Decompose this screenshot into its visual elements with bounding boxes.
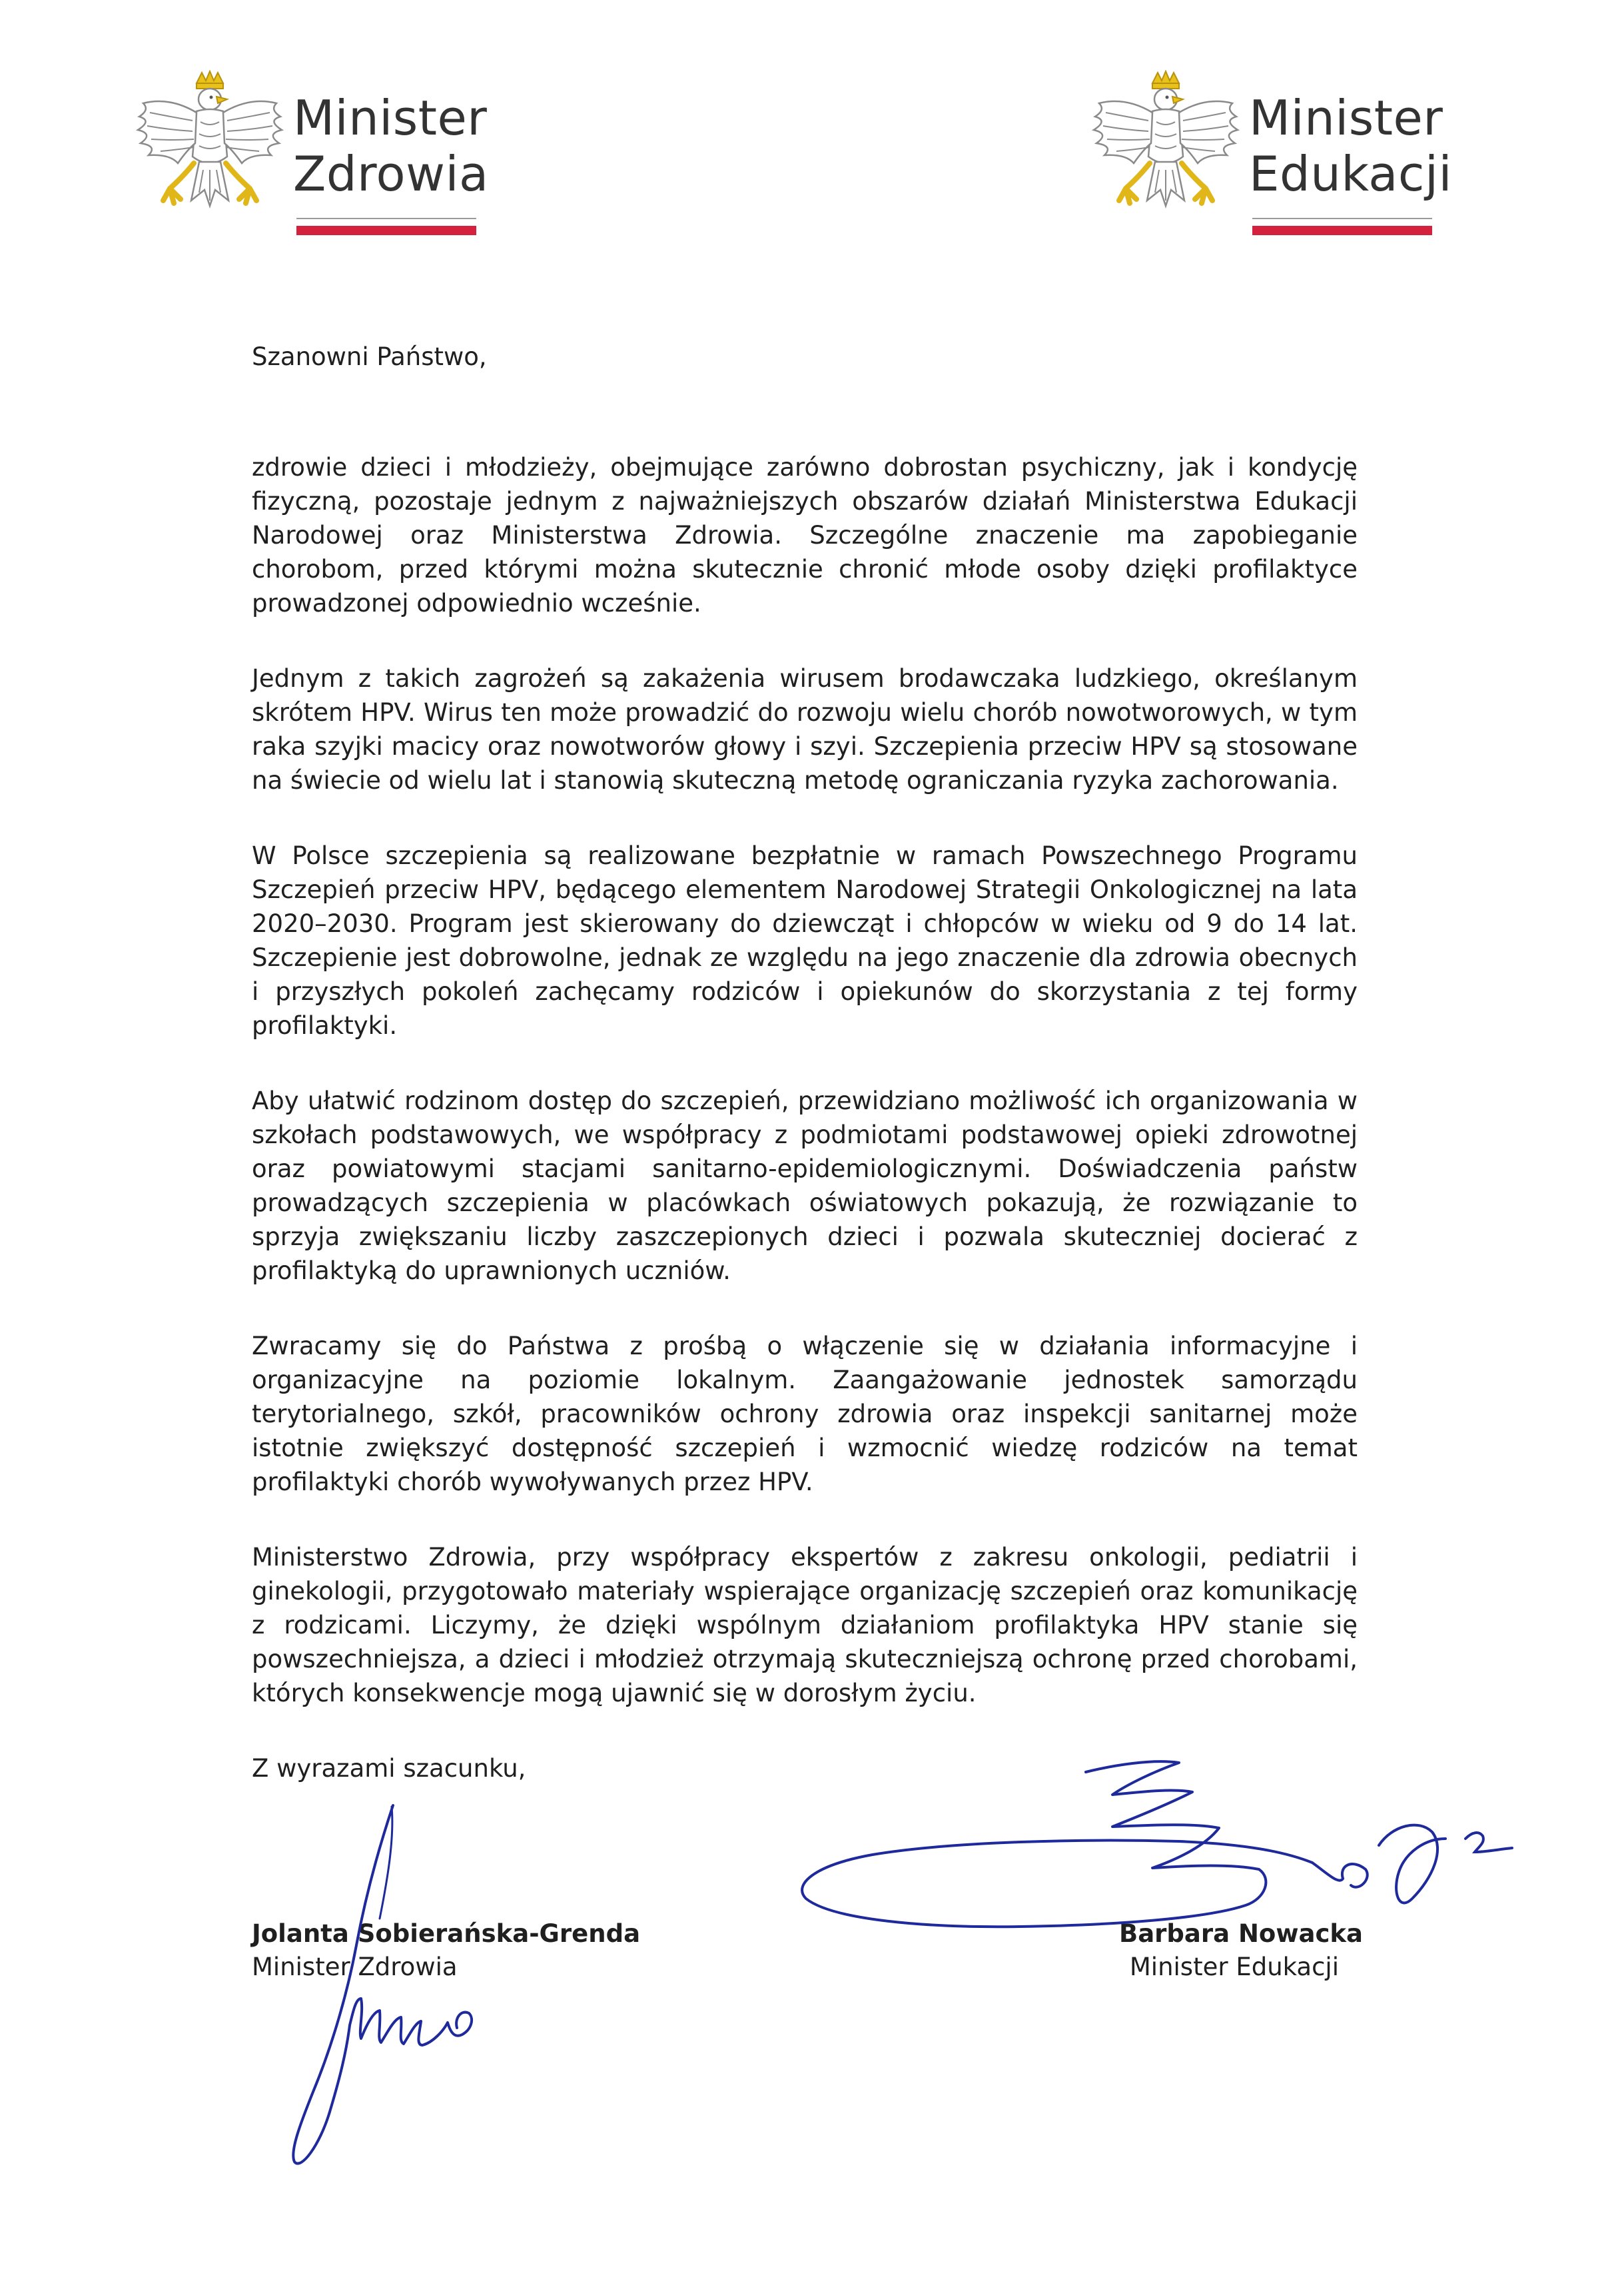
flag-white-stripe xyxy=(296,218,476,219)
letter-body xyxy=(252,340,1358,1810)
signatory-name: Jolanta Sobierańska-Grenda xyxy=(252,1919,641,1948)
signatory-name: Barbara Nowacka xyxy=(1119,1919,1364,1948)
flag-red-stripe xyxy=(1252,226,1432,235)
paragraph-4: Aby ułatwić rodzinom dostęp do szczepień, przewidziano możliwość ich organizowania w szkołach podstawowych, we współpracy z podmiotami podstawowej opieki zdrowotnej oraz powiatowymi stacjami sanitarno-epidemiologicznymi. Doświadczenia państw prowadzących szczepienia w placówkach oświatowych pokazują, że rozwiązanie to sprzyja zwiększaniu liczby zaszczepionych dzieci i pozwala skuteczniej docierać z profilaktyką do uprawnionych uczniów. xyxy=(252,1087,1358,1285)
paragraph-1: zdrowie dzieci i młodzieży, obejmujące zarówno dobrostan psychiczny, jak i kondycję fizyczną, pozostaje jednym z najważniejszych obszarów działań Ministerstwa Edukacji Narodowej oraz Ministerstwa Zdrowia. Szczególne znaczenie ma zapobieganie chorobom, przed którymi można skutecznie chronić młode osoby dzięki profilaktyce prowadzonej odpowiednio wcześnie. xyxy=(252,453,1358,618)
ministry-title-health xyxy=(293,90,489,202)
handwritten-signature-right xyxy=(739,1745,1525,1985)
header-ministry-health xyxy=(130,70,503,256)
polish-white-eagle-icon xyxy=(1086,70,1246,236)
signatory-role: Minister Zdrowia xyxy=(252,1953,458,1981)
ministry-title-line1: Minister xyxy=(1249,90,1443,146)
paragraph-6: Ministerstwo Zdrowia, przy współpracy ekspertów z zakresu onkologii, pediatrii i ginekologii, przygotowało materiały wspierające organizację szczepień oraz komunikację z rodzicami. Liczymy, że dzięki wspólnym działaniom profilaktyka HPV stanie się powszechniejsza, a dzieci i młodzież otrzymają skuteczniejszą ochronę przed chorobami, których konsekwencje mogą ujawnić się w dorosłym życiu. xyxy=(252,1543,1358,1707)
ministry-title-line1: Minister xyxy=(293,90,488,146)
ministry-title-line2: Zdrowia xyxy=(293,146,489,202)
ministry-title-education xyxy=(1249,90,1452,202)
ministry-title-line2: Edukacji xyxy=(1249,146,1452,202)
flag-red-stripe xyxy=(296,226,476,235)
flag-bar-education xyxy=(1252,218,1432,238)
polish-white-eagle-icon xyxy=(130,70,290,236)
closing-line: Z wyrazami szacunku, xyxy=(252,1754,526,1783)
salutation: Szanowni Państwo, xyxy=(252,342,487,371)
paragraph-3: W Polsce szczepienia są realizowane bezpłatnie w ramach Powszechnego Programu Szczepień przeciw HPV, będącego elementem Narodowej Strategii Onkologicznej na lata 2020–2030. Program jest skierowany do dziewcząt i chłopców w wieku od 9 do 14 lat. Szczepienie jest dobrowolne, jednak ze względu na jego znaczenie dla zdrowia obecnych i przyszłych pokoleń zachęcamy rodziców i opiekunów do skorzystania z tej formy profilaktyki. xyxy=(252,841,1358,1040)
handwritten-signature-left xyxy=(213,1799,560,2172)
flag-white-stripe xyxy=(1252,218,1432,219)
paragraph-5: Zwracamy się do Państwa z prośbą o włączenie się w działania informacyjne i organizacyjne na poziomie lokalnym. Zaangażowanie jednostek samorządu terytorialnego, szkół, pracowników ochrony zdrowia oraz inspekcji sanitarnej może istotnie zwiększyć dostępność szczepień i wzmocnić wiedzę rodziców na temat profilaktyki chorób wywoływanych przez HPV. xyxy=(252,1332,1358,1496)
signatory-role: Minister Edukacji xyxy=(1129,1953,1339,1981)
header-ministry-education xyxy=(1086,70,1459,256)
flag-bar-health xyxy=(296,218,476,238)
paragraph-2: Jednym z takich zagrożeń są zakażenia wirusem brodawczaka ludzkiego, określanym skrótem HPV. Wirus ten może prowadzić do rozwoju wielu chorób nowotworowych, w tym raka szyjki macicy oraz nowotworów głowy i szyi. Szczepienia przeciw HPV są stosowane na świecie od wielu lat i stanowią skuteczną metodę ograniczania ryzyka zachorowania. xyxy=(252,664,1358,795)
